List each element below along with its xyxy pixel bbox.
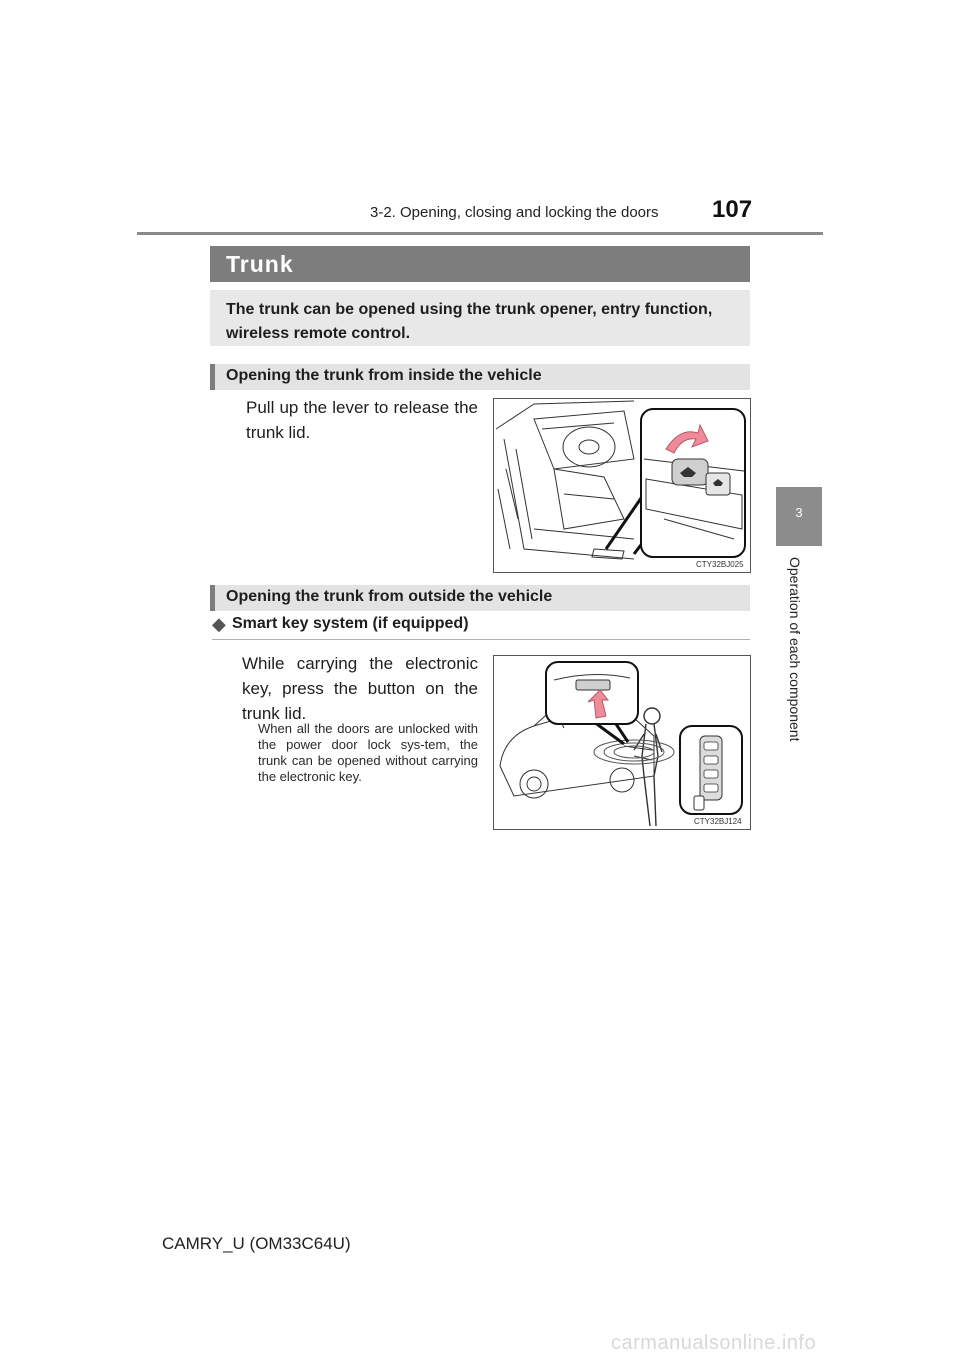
figure-code-1: CTY32BJ025 <box>696 560 744 569</box>
exterior-illustration <box>494 656 750 829</box>
chapter-label: Operation of each component <box>787 557 803 742</box>
figure-inside-lever <box>493 398 751 573</box>
section-heading-inside-text: Opening the trunk from inside the vehicle <box>226 367 542 384</box>
footer-model-code: CAMRY_U (OM33C64U) <box>162 1234 351 1253</box>
chapter-number: 3 <box>795 505 803 520</box>
section-heading-inside <box>210 364 750 390</box>
figure-outside-trunk <box>493 655 751 830</box>
section-heading-outside-text: Opening the trunk from outside the vehicle <box>226 588 553 605</box>
intro-text: The trunk can be opened using the trunk opener, entry function, wireless remote control. <box>226 301 713 342</box>
intro-box <box>210 290 750 346</box>
figure-code-2: CTY32BJ124 <box>694 817 742 826</box>
feature-heading: Smart key system (if equipped) <box>232 615 469 632</box>
page-title-bar <box>210 246 750 282</box>
page-title: Trunk <box>226 251 294 277</box>
feature-divider <box>212 639 750 640</box>
chapter-label-container <box>787 557 811 747</box>
outside-note: When all the doors are unlocked with the power door lock sys-tem, the trunk can be opened without carrying the electronic key. <box>258 721 478 784</box>
header-divider <box>137 232 823 235</box>
section-header: 3-2. Opening, closing and locking the doors <box>370 204 659 221</box>
inside-instruction: Pull up the lever to release the trunk lid. <box>246 398 478 442</box>
page-number: 107 <box>712 196 753 223</box>
section-heading-outside <box>210 585 750 611</box>
diamond-icon: ◆ <box>212 614 226 634</box>
watermark: carmanualsonline.info <box>611 1332 817 1354</box>
interior-illustration <box>494 399 750 572</box>
outside-instruction: While carrying the electronic key, press the button on the trunk lid. <box>242 654 478 723</box>
